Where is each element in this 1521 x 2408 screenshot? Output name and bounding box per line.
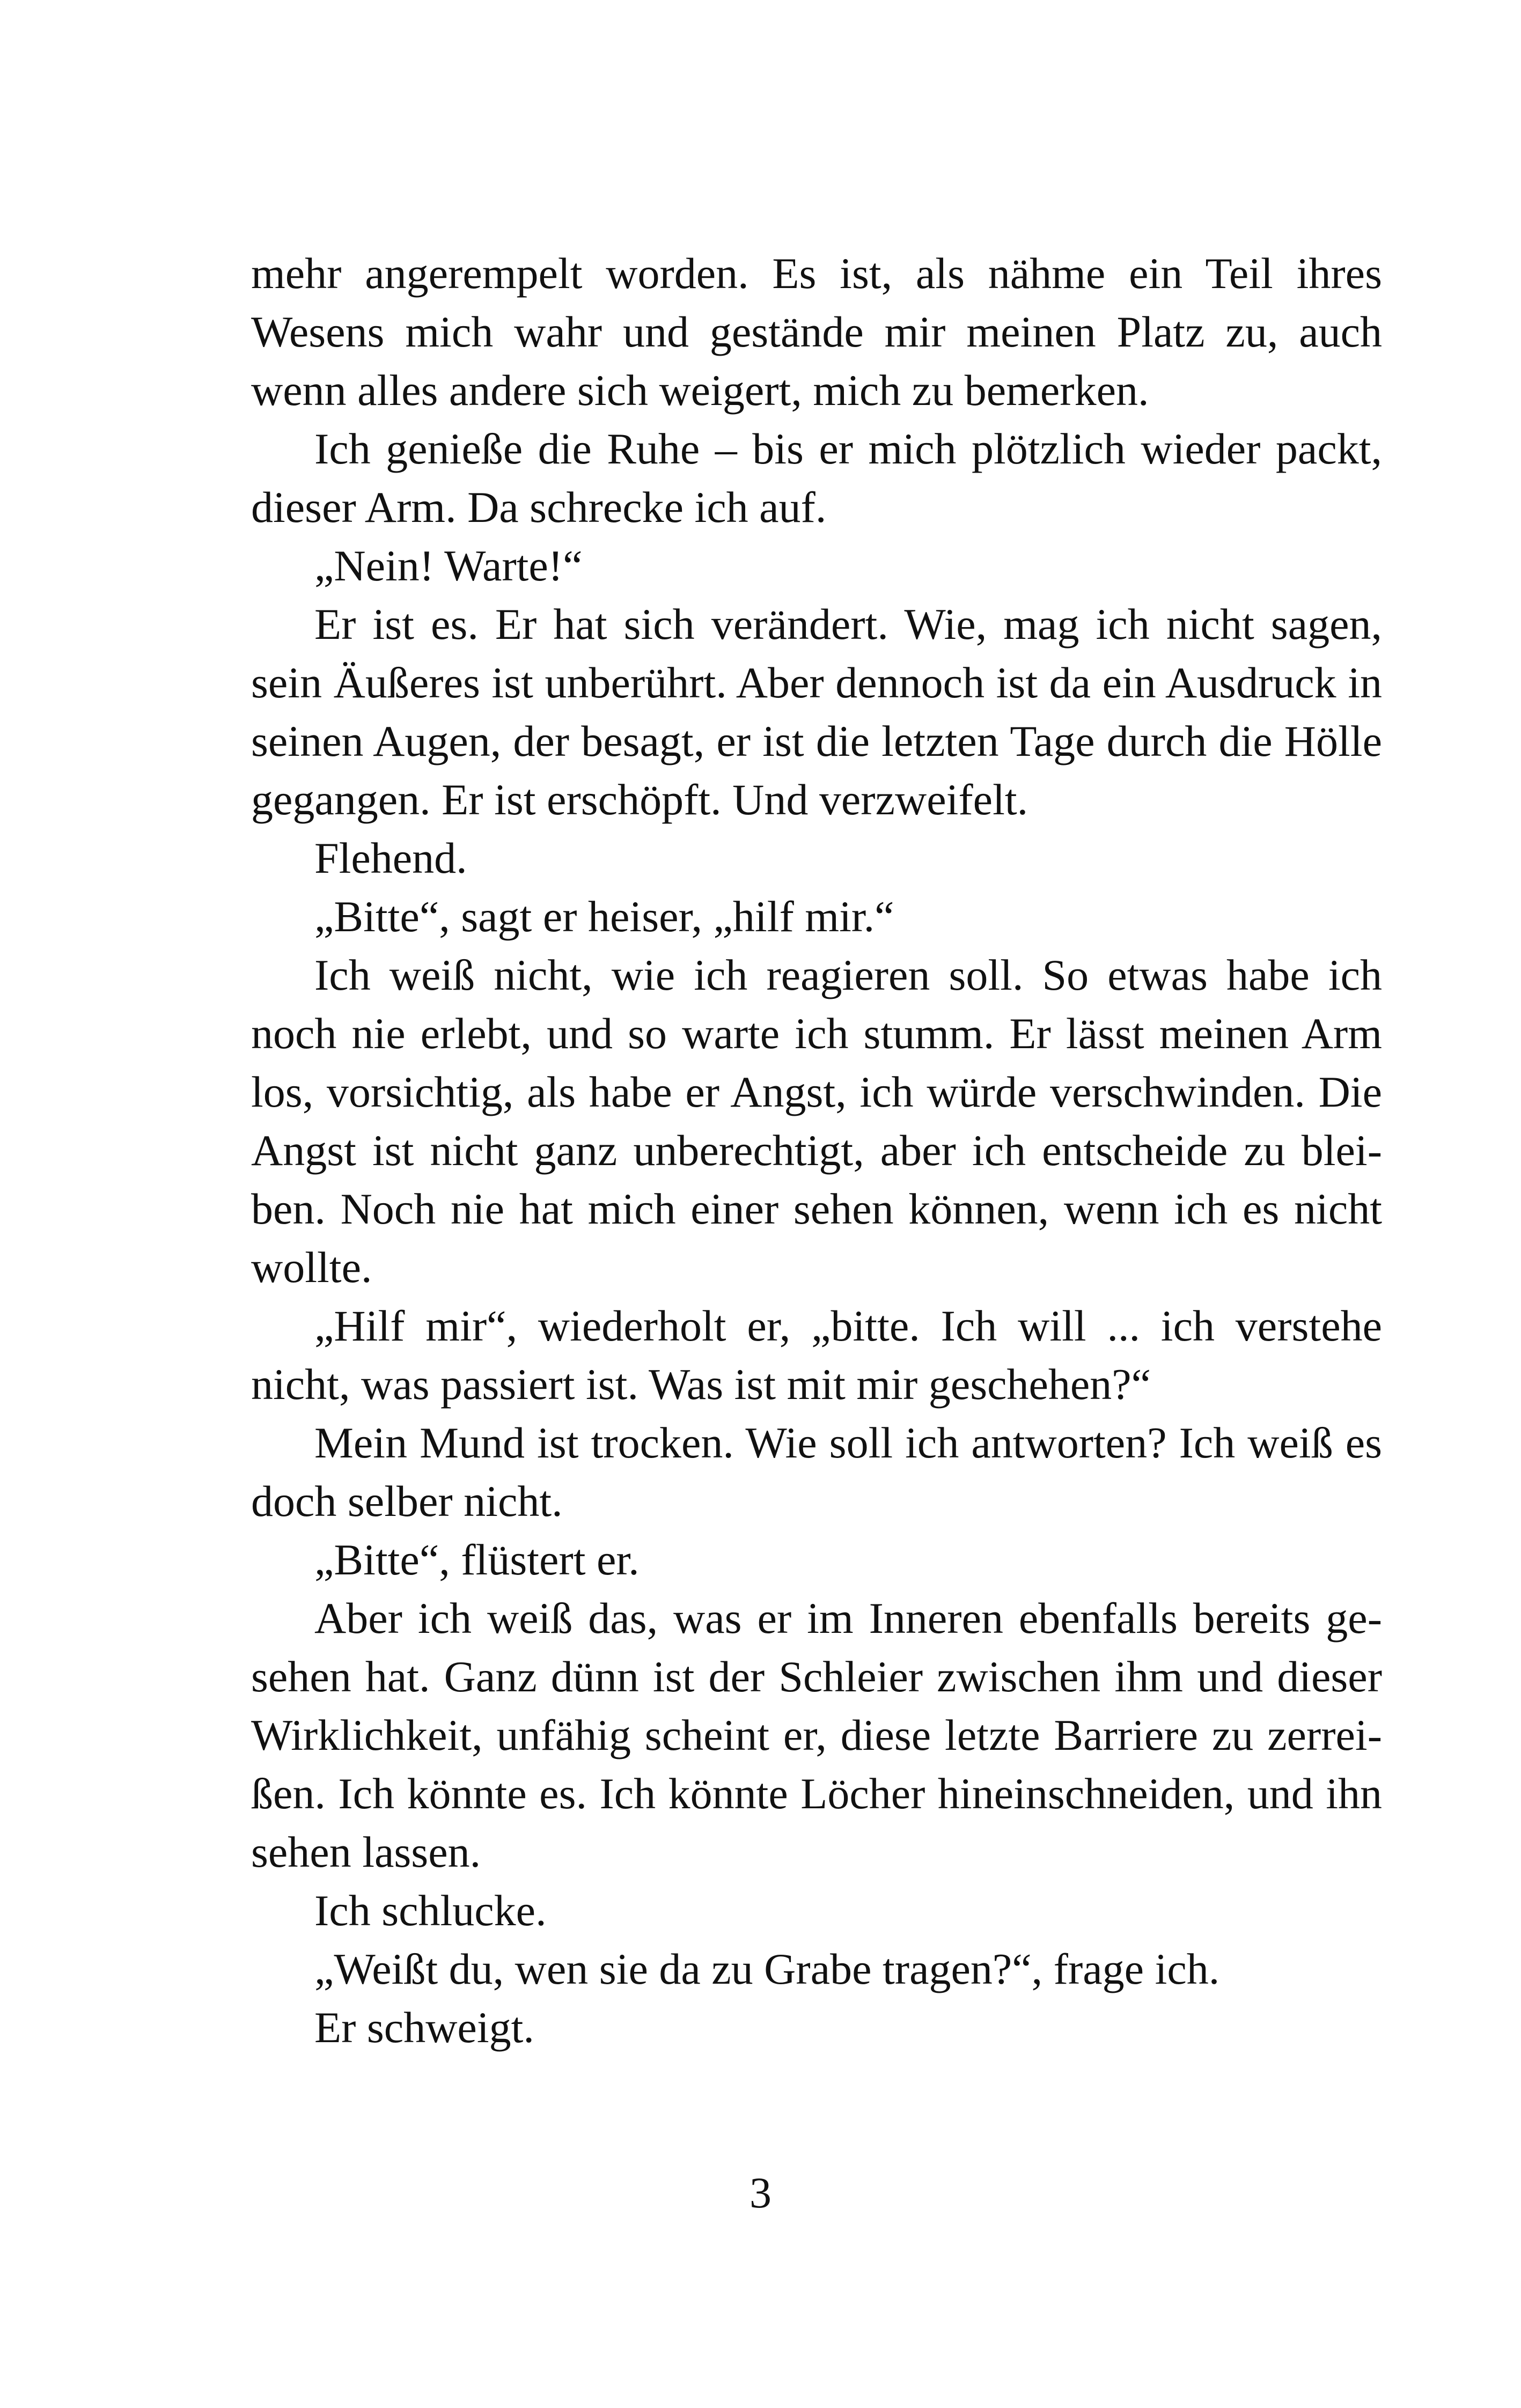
page-number: 3 bbox=[750, 2168, 771, 2217]
paragraph-3: „Nein! Warte!“ bbox=[314, 541, 583, 590]
paragraph-5: Flehend. bbox=[314, 834, 467, 882]
paragraph-13: „Weißt du, wen sie da zu Grabe tragen?“, frage ich. bbox=[314, 1945, 1220, 1993]
paragraph-12: Ich schlucke. bbox=[314, 1886, 547, 1935]
paragraph-4: Er ist es. Er hat sich verändert. Wie, mag ich nicht sagen, sein Äußeres ist unberührt. Aber dennoch ist da ein Ausdruck in seinen Augen, der besagt, er ist die letzten Tage durch die Hölle gegangen. Er ist erschöpft. Und verzweifelt. bbox=[251, 600, 1382, 824]
paragraph-11: Aber ich weiß das, was er im Inneren ebenfalls bereits gesehen hat. Ganz dünn ist der Schleier zwischen ihm und dieser Wirklichkeit, unfähig scheint er, diese letzte Barriere zu zerreißen. Ich könnte es. Ich könnte Löcher hineinschneiden, und ihn sehen lassen. bbox=[251, 1594, 1382, 1876]
paragraph-10: „Bitte“, flüstert er. bbox=[314, 1535, 640, 1584]
body-text bbox=[251, 244, 1382, 2057]
paragraph-14: Er schweigt. bbox=[314, 2003, 534, 2052]
paragraph-2: Ich genieße die Ruhe – bis er mich plötzlich wieder packt, dieser Arm. Da schrecke ich auf. bbox=[251, 424, 1382, 532]
paragraph-6: „Bitte“, sagt er heiser, „hilf mir.“ bbox=[314, 892, 894, 941]
paragraph-7: Ich weiß nicht, wie ich reagieren soll. So etwas habe ich noch nie erlebt, und so warte ich stumm. Er lässt meinen Arm los, vorsichtig, als habe er Angst, ich würde verschwinden. Die Angst ist nicht ganz unberechtigt, aber ich entscheide zu bleiben. Noch nie hat mich einer sehen können, wenn ich es nicht wollte. bbox=[251, 951, 1382, 1292]
paragraph-9: Mein Mund ist trocken. Wie soll ich antworten? Ich weiß es doch selber nicht. bbox=[251, 1418, 1382, 1526]
paragraph-8: „Hilf mir“, wiederholt er, „bitte. Ich will ... ich verstehe nicht, was passiert ist. Was ist mit mir geschehen?“ bbox=[251, 1301, 1382, 1409]
paragraph-1: mehr angerempelt worden. Es ist, als nähme ein Teil ihres Wesens mich wahr und gestände mir meinen Platz zu, auch wenn alles andere sich weigert, mich zu bemerken. bbox=[251, 249, 1382, 415]
